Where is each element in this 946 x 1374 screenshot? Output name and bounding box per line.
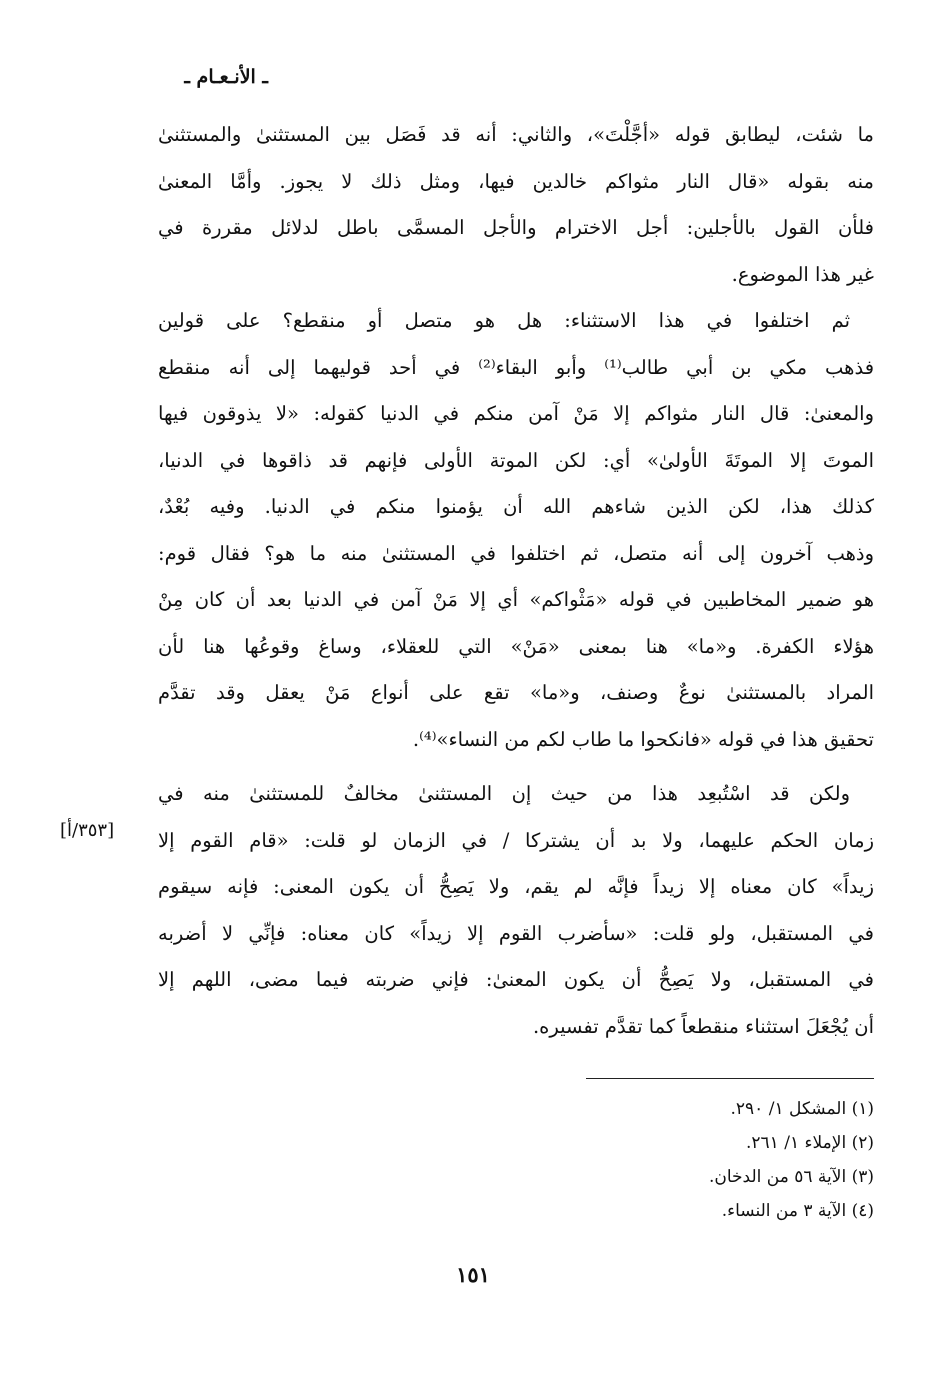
text-line: وذهب آخرون إلى أنه متصل، ثم اختلفوا في المستثنىٰ منه ما هو؟ فقال قوم: [158, 541, 874, 565]
text-line: تحقيق هذا في قوله «فانكحوا ما طاب لكم من النساء»⁽⁴⁾. [412, 727, 874, 751]
text-line: غير هذا الموضوع. [731, 262, 874, 286]
text-line: فلأن القول بالأجلين: أجل الاخترام والأجل المسمَّى باطل لدلائل مقررة في [158, 216, 874, 239]
footnote: (١) المشكل ١/ ٢٩٠. [730, 1099, 874, 1119]
manuscript-folio-note: [٣٥٣/أ] [60, 820, 115, 841]
footnote-divider [586, 1078, 874, 1079]
text-line: منه بقوله «قال النار مثواكم خالدين فيها، ومثل ذلك لا يجوز. وأمَّا المعنىٰ [158, 169, 874, 193]
text-line: في المستقبل، ولا يَصِحُّ أن يكون المعنىٰ: فإني ضربته فيما مضى، اللهم إلا [158, 968, 874, 991]
footnotes [560, 1092, 874, 1228]
main-text [158, 112, 874, 1050]
footnote: (٣) الآية ٥٦ من الدخان. [708, 1167, 874, 1187]
text-line: المراد بالمستثنىٰ نوعٌ وصنف، و«ما» تقع على أنواع مَنْ يعقل وقد تقدَّم [158, 681, 875, 704]
text-line: ثم اختلفوا في هذا الاستثناء: هل هو متصل أو منقطع؟ على قولين [158, 309, 850, 332]
footnote: (٤) الآية ٣ من النساء. [721, 1201, 874, 1221]
text-line: ولكن قد اسْتُبعِد هذا من حيث إن المستثنىٰ مخالفٌ للمستثنىٰ منه في [158, 782, 850, 805]
running-header: ـ الأنـعـام ـ [184, 66, 268, 88]
text-line: فذهب مكي بن أبي طالب⁽¹⁾ وأبو البقاء⁽²⁾ في أحد قوليهما إلى أنه منقطع [158, 355, 875, 379]
text-line: هو ضمير المخاطبين في قوله «مَثْواكم» أي إلا مَنْ آمن في الدنيا بعد أن كان مِنْ [158, 588, 874, 611]
text-line: كذلك هذا، لكن الذين شاءهم الله أن يؤمنوا منكم في الدنيا. وفيه بُعْدٌ، [158, 495, 874, 518]
footnote: (٢) الإملاء ١/ ٢٦١. [746, 1133, 874, 1153]
text-line: والمعنىٰ: قال النار مثواكم إلا مَنْ آمن منكم في الدنيا كقوله: «لا يذوقون فيها [158, 402, 874, 425]
text-line: أن يُجْعَلَ استثناء منقطعاً كما تقدَّم تفسيره. [532, 1014, 874, 1038]
text-line: زيداً» كان معناه إلا زيداً فإنَّه لم يقم، ولا يَصِحُّ أن يكون المعنى: فإنه سيقوم [158, 875, 874, 898]
text-line: زمان الحكم عليهما، ولا بد أن يشتركا / في الزمان لو قلت: «قام القوم إلا [158, 828, 874, 852]
page-number: ١٥١ [456, 1262, 490, 1287]
text-line: الموتَ إلا الموتَةَ الأولىٰ» أي: لكن الموتة الأولى فإنهم قد ذاقوها في الدنيا، [158, 448, 874, 472]
text-line: هؤلاء الكفرة. و«ما» هنا بمعنى «مَنْ» التي للعقلاء، وساغ وقوعُها هنا لأن [158, 634, 874, 658]
text-line: في المستقبل، ولو قلت: «سأضرب القوم إلا زيداً» كان معناه: فإنِّي لا أضربه [158, 921, 874, 945]
text-line: ما شئت، ليطابق قوله «أجَّلْتَ»، والثاني: أنه قد فَصَل بين المستثنىٰ والمستثنىٰ [158, 123, 874, 146]
